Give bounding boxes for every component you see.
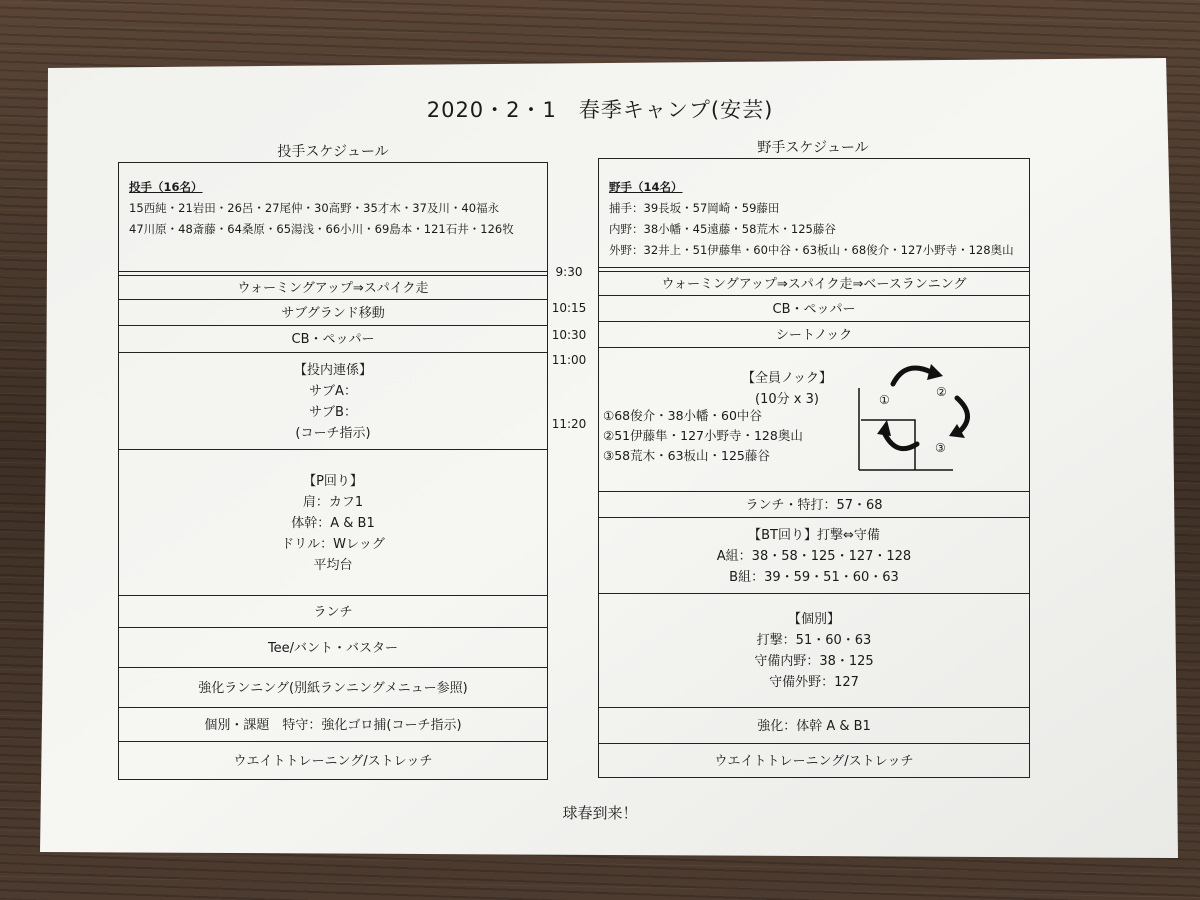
row-text: 【BT回り】打撃⇔守備 xyxy=(748,527,880,543)
pitcher-schedule-heading: 投手スケジュール xyxy=(277,144,389,160)
time-label: 10:30 xyxy=(551,328,587,342)
footer-slogan: 球春到来！ xyxy=(562,804,638,822)
schedule-row xyxy=(119,627,547,668)
row-text: ウエイトトレーニング/ストレッチ xyxy=(714,753,914,769)
fielder-schedule-heading: 野手スケジュール xyxy=(757,140,869,156)
schedule-row xyxy=(599,321,1029,348)
knock-groups xyxy=(603,406,803,466)
row-text: ウォーミングアップ⇒スパイク走 xyxy=(237,280,429,296)
row-text: ドリル：Wレッグ xyxy=(281,536,385,552)
schedule-row xyxy=(119,707,547,742)
schedule-row-bt-rotation xyxy=(599,517,1029,594)
fielder-schedule-table xyxy=(598,158,1030,778)
row-text: (コーチ指示) xyxy=(295,425,371,441)
row-text: ウォーミングアップ⇒スパイク走⇒ベースランニング xyxy=(661,276,967,292)
knock-group: ①68俊介・38小幡・60中谷 xyxy=(603,408,762,423)
schedule-row xyxy=(119,325,547,353)
row-text: CB・ペッパー xyxy=(772,301,856,317)
time-label: 9:30 xyxy=(555,265,583,279)
schedule-row xyxy=(119,741,547,780)
schedule-row xyxy=(599,743,1029,778)
schedule-row-pitcher-fielding xyxy=(119,352,547,450)
full-knock-subheading: (10分 x 3) xyxy=(755,392,819,407)
schedule-row xyxy=(599,491,1029,518)
position-marker: ③ xyxy=(935,441,946,455)
schedule-row-individual xyxy=(599,593,1029,708)
knock-group: ③58荒木・63板山・125藤谷 xyxy=(603,448,770,463)
schedule-row xyxy=(599,707,1029,744)
row-text: ランチ・特打：57・68 xyxy=(745,497,883,513)
pitcher-roster-heading: 投手（16名） xyxy=(129,180,203,194)
schedule-row xyxy=(119,275,547,300)
roster-line: 47川原・48斎藤・64桑原・65湯浅・66小川・69島本・121石井・126牧 xyxy=(129,222,514,236)
schedule-row xyxy=(119,299,547,326)
document-title: 2020・2・1 春季キャンプ(安芸) xyxy=(426,98,774,122)
knock-group: ②51伊藤隼・127小野寺・128奥山 xyxy=(603,428,803,443)
roster-line: 捕手：39長坂・57岡崎・59藤田 xyxy=(609,201,780,215)
divider xyxy=(599,267,1029,268)
row-text: 守備外野：127 xyxy=(769,675,859,690)
position-marker: ② xyxy=(936,385,947,399)
row-text: シートノック xyxy=(775,327,853,343)
row-text: サブグランド移動 xyxy=(281,305,385,321)
position-marker: ① xyxy=(879,393,890,407)
row-text: サブA： xyxy=(309,383,357,399)
roster-line: 外野：32井上・51伊藤隼・60中谷・63板山・68俊介・127小野寺・128奥山 xyxy=(609,243,1014,257)
row-text: 強化ランニング(別紙ランニングメニュー参照) xyxy=(198,680,468,696)
time-label: 10:15 xyxy=(551,301,587,315)
row-text: A組：38・58・125・127・128 xyxy=(716,548,912,564)
row-text: 平均台 xyxy=(313,557,353,573)
row-text: 強化：体幹 A & B1 xyxy=(757,718,871,734)
row-text: ランチ xyxy=(313,604,353,620)
divider xyxy=(119,271,547,272)
schedule-row xyxy=(119,595,547,628)
row-text: 肩：カフ1 xyxy=(302,494,364,510)
pitcher-schedule-table xyxy=(118,162,548,780)
schedule-row-p-rotation xyxy=(119,449,547,596)
time-label: 11:00 xyxy=(551,353,587,367)
row-text: Tee/バント・バスター xyxy=(267,640,399,656)
row-text: 【個別】 xyxy=(787,612,840,627)
row-text: 【投内連係】 xyxy=(293,362,372,378)
row-text: 体幹：A & B1 xyxy=(291,515,375,531)
schedule-row xyxy=(599,271,1029,296)
roster-line: 内野：38小幡・45遠藤・58荒木・125藤谷 xyxy=(609,222,836,236)
row-text: B組：39・59・51・60・63 xyxy=(729,569,899,585)
pitcher-roster xyxy=(119,163,547,287)
row-text: ウエイトトレーニング/ストレッチ xyxy=(233,753,433,769)
fielder-roster-heading: 野手（14名） xyxy=(609,180,683,194)
row-text: 打撃：51・60・63 xyxy=(756,633,872,648)
schedule-row xyxy=(119,667,547,708)
schedule-row xyxy=(599,295,1029,322)
rotation-diagram xyxy=(849,358,989,478)
time-label: 11:20 xyxy=(551,417,587,431)
full-knock-heading: 【全員ノック】 xyxy=(741,371,833,386)
row-text: 個別・課題 特守：強化ゴロ捕(コーチ指示) xyxy=(204,717,462,733)
roster-line: 15西純・21岩田・26呂・27尾仲・30高野・35才木・37及川・40福永 xyxy=(129,201,500,215)
schedule-row-full-knock xyxy=(599,347,1029,492)
row-text: サブB： xyxy=(309,404,357,420)
row-text: 守備内野：38・125 xyxy=(754,654,874,669)
row-text: CB・ペッパー xyxy=(291,332,375,347)
row-text: 【P回り】 xyxy=(303,473,363,489)
